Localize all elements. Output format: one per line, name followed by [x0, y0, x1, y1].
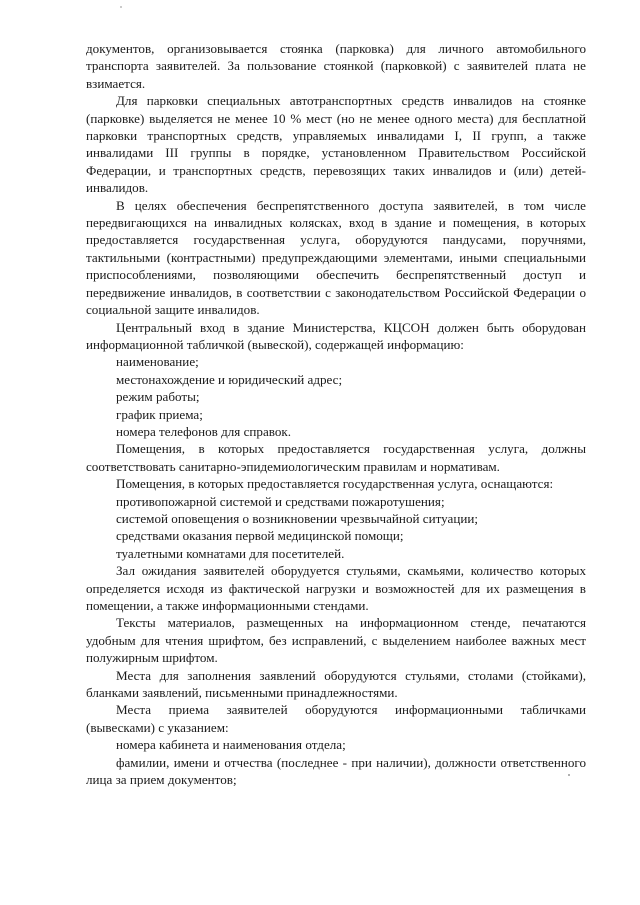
- list-item: номера кабинета и наименования отдела;: [116, 737, 346, 753]
- scan-speck: [120, 6, 122, 8]
- paragraph: фамилии, имени и отчества (последнее - при наличии), должности ответственного лица за прием документов;: [86, 754, 586, 788]
- list-item: наименование;: [116, 354, 199, 370]
- list-item: график приема;: [116, 406, 203, 422]
- list-item: туалетными комнатами для посетителей.: [116, 545, 345, 561]
- list-item: системой оповещения о возникновении чрезвычайной ситуации;: [116, 510, 478, 526]
- paragraph: Помещения, в которых предоставляется государственная услуга, оснащаются:: [116, 476, 554, 492]
- list-item: режим работы;: [116, 389, 200, 405]
- list-item: местонахождение и юридический адрес;: [116, 371, 343, 387]
- paragraph: документов, организовывается стоянка (парковка) для личного автомобильного транспорта заявителей. За пользование стоянкой (парковкой) с заявителей плата не взимается.: [86, 41, 586, 91]
- paragraph: Центральный вход в здание Министерства, КЦСОН должен быть оборудован информационной табличкой (вывеской), содержащей информацию:: [86, 319, 586, 352]
- list-item: средствами оказания первой медицинской помощи;: [116, 528, 404, 544]
- paragraph: Зал ожидания заявителей оборудуется стульями, скамьями, количество которых определяется исходя из фактической нагрузки и возможностей для их размещения в помещении, а также информационными стендами.: [86, 563, 586, 613]
- document-page: [86, 40, 586, 788]
- list-item: противопожарной системой и средствами пожаротушения;: [116, 493, 445, 509]
- paragraph: Тексты материалов, размещенных на информационном стенде, печатаются удобным для чтения шрифтом, без исправлений, с выделением наиболее важных мест полужирным шрифтом.: [86, 615, 586, 666]
- paragraph: Для парковки специальных автотранспортных средств инвалидов на стоянке (парковке) выделяется не менее 10 % мест (но не менее одного места) для бесплатной парковки транспортных средств, управляемых инвалидами I, II групп, а также инвалидами III группы в порядке, установленном Правительством Российской Федерации, и транспортных средств, перевозящих таких инвалидов и (или) детей-инвалидов.: [86, 93, 586, 196]
- paragraph: Места приема заявителей оборудуются информационными табличками (вывесками) с указанием:: [86, 702, 586, 735]
- paragraph: Места для заполнения заявлений оборудуются стульями, столами (стойками), бланками заявлений, письменными принадлежностями.: [86, 667, 586, 701]
- paragraph: Помещения, в которых предоставляется государственная услуга, должны соответствовать санитарно-эпидемиологическим правилам и нормативам.: [86, 441, 586, 474]
- list-item: номера телефонов для справок.: [116, 423, 292, 439]
- paragraph: В целях обеспечения беспрепятственного доступа заявителей, в том числе передвигающихся на инвалидных колясках, вход в здание и помещения, в которых предоставляется государственная услуга, оборудуются пандусами, поручнями, тактильными (контрастными) предупреждающими элементами, иными специальными приспособлениями, позволяющими обеспечить беспрепятственный доступ и передвижение инвалидов, в соответствии с законодательством Российской Федерации о социальной защите инвалидов.: [86, 197, 586, 318]
